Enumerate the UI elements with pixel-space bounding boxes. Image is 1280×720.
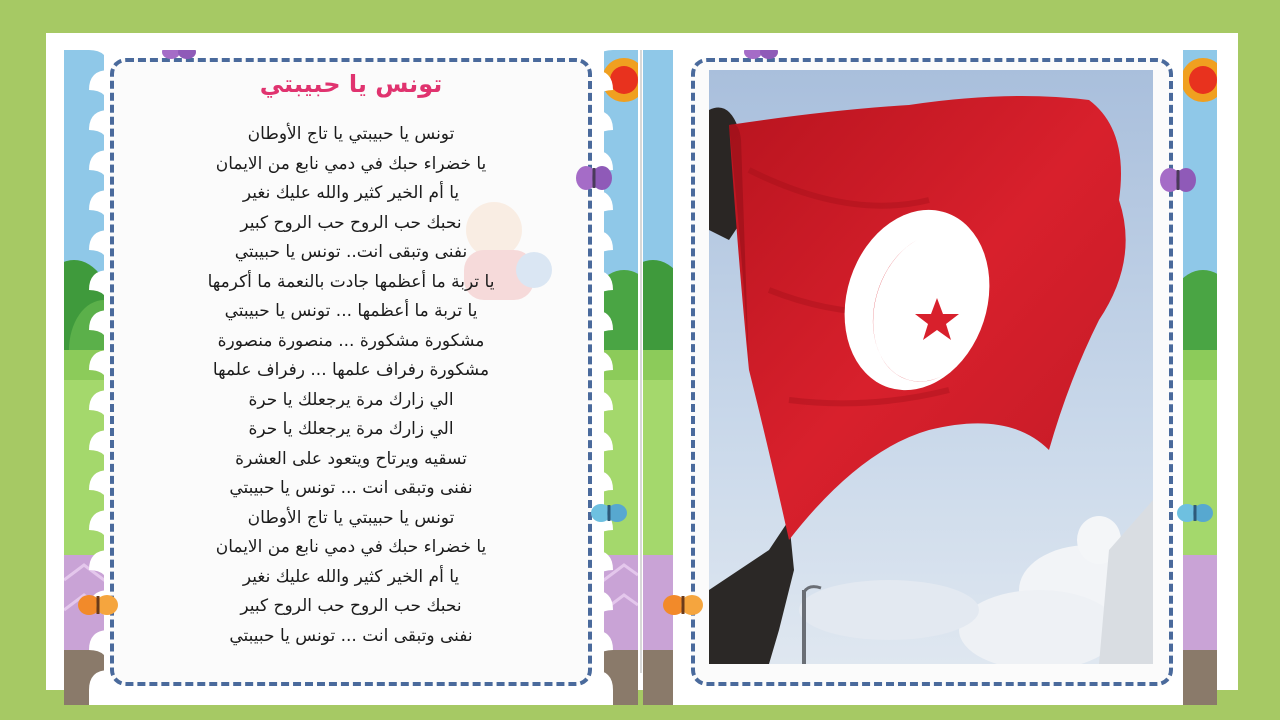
poem-line: نفنى وتبقى انت.. تونس يا حبيبتي (234, 242, 468, 262)
page-divider (640, 50, 642, 673)
flag-page (643, 50, 1217, 705)
poem-line: مشكورة رفراف علمها ... رفراف علمها (212, 360, 490, 380)
butterfly-icon (576, 166, 612, 190)
poem-line: يا أم الخير كثير والله عليك نغير (242, 183, 460, 203)
butterfly-icon (162, 50, 196, 59)
poem-line: يا خضراء حبك في دمي نابع من الايمان (215, 153, 487, 174)
poem-line: نحبك حب الروح حب الروح كبير (240, 596, 462, 616)
poem-line: يا تربة ما أعظمها جادت بالنعمة ما أكرمها (207, 271, 495, 292)
poem-page (64, 50, 638, 705)
poem-line: يا خضراء حبك في دمي نابع من الايمان (215, 537, 487, 557)
poem-title: تونس يا حبيبتي (259, 70, 443, 98)
poem-line: نفنى وتبقى انت ... تونس يا حبيبتي (229, 625, 473, 646)
butterfly-icon (744, 50, 778, 59)
butterfly-icon (78, 595, 118, 615)
poem-line: الي زارك مرة يرجعلك يا حرة (248, 389, 454, 410)
butterfly-icon (1160, 168, 1196, 192)
butterfly-icon (591, 504, 627, 522)
poem-line: الي زارك مرة يرجعلك يا حرة (248, 419, 454, 439)
poem-line: نحبك حب الروح حب الروح كبير (240, 212, 462, 233)
poem-line: نفنى وتبقى انت ... تونس يا حبيبتي (229, 478, 473, 498)
book-spread (46, 33, 1238, 690)
butterfly-icon (1177, 504, 1213, 522)
poem-line: يا أم الخير كثير والله عليك نغير (242, 566, 460, 587)
butterfly-icon (663, 595, 703, 615)
poem-line: يا تربة ما أعظمها ... تونس يا حبيبتي (224, 301, 478, 321)
poem-line: تونس يا حبيبتي يا تاج الأوطان (247, 124, 455, 144)
poem-lines (124, 120, 578, 651)
poem-line: مشكورة مشكورة ... منصورة منصورة (217, 330, 485, 351)
poem-line: تونس يا حبيبتي يا تاج الأوطان (247, 507, 455, 528)
poem-line: تسقيه ويرتاح ويتعود على العشرة (235, 448, 467, 469)
decorations (643, 50, 1217, 705)
